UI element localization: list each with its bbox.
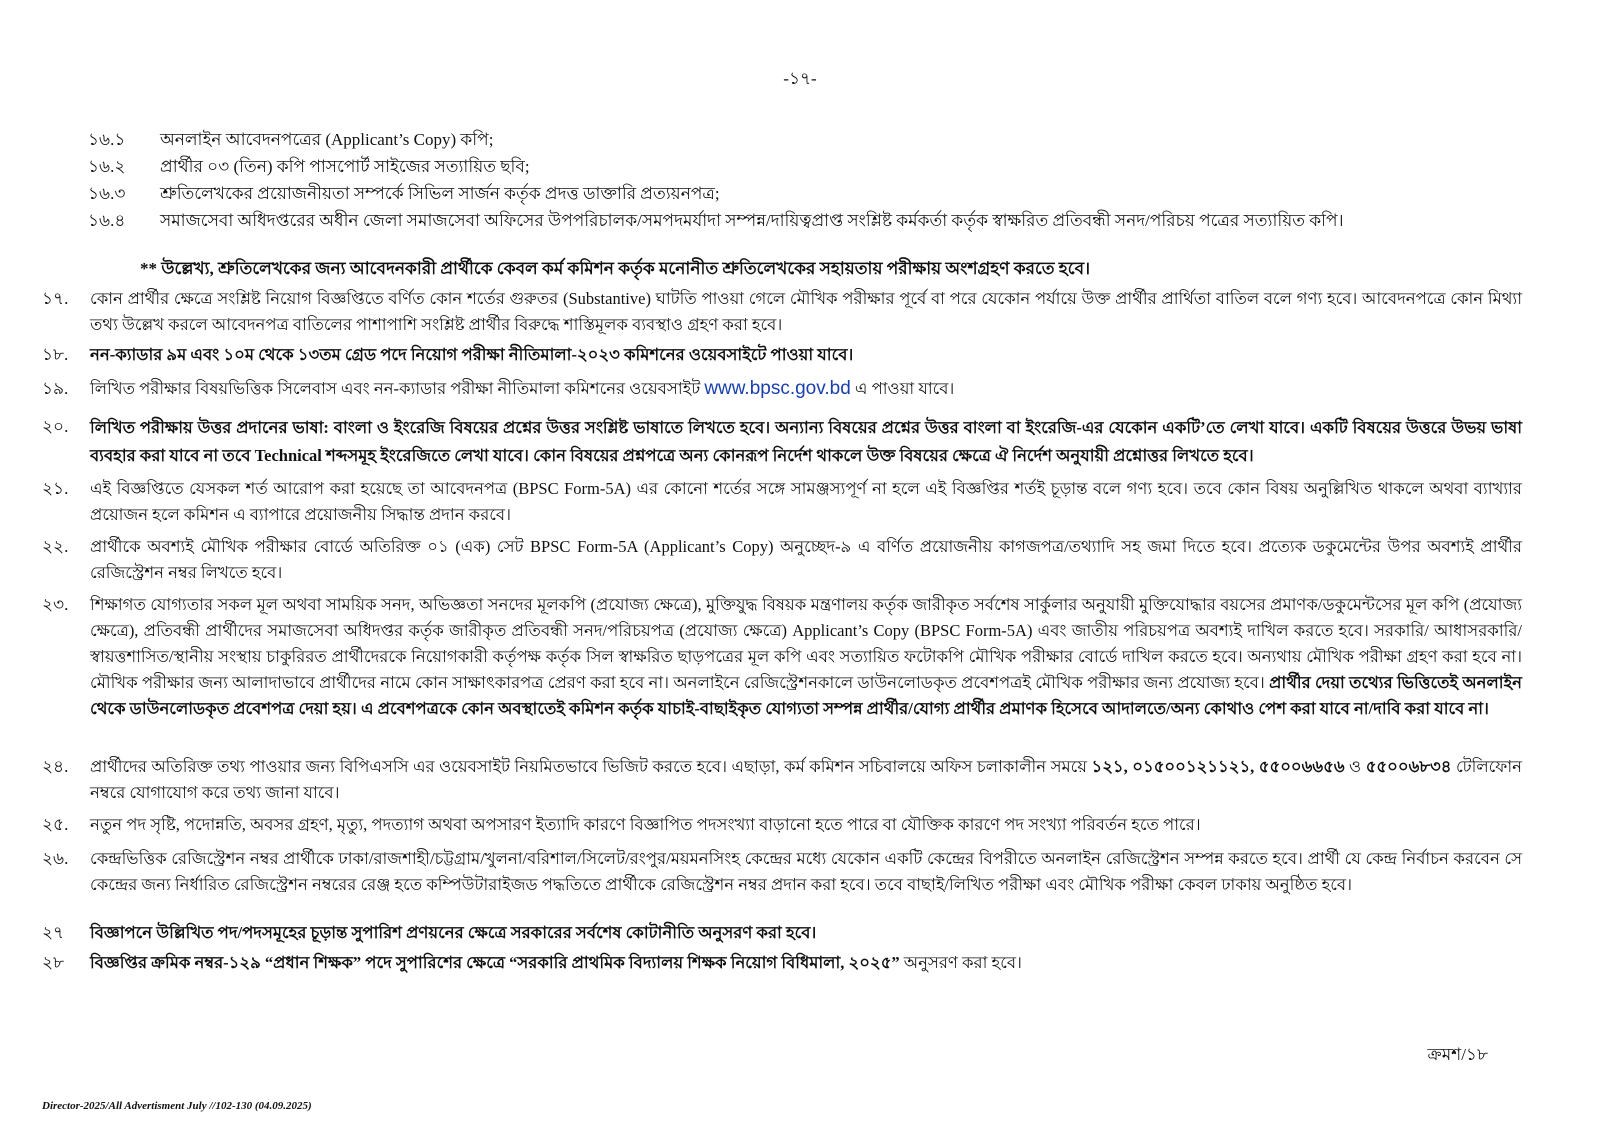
clause-text: নন-ক্যাডার ৯ম এবং ১০ম থেকে ১৩তম গ্রেড পদে নিয়োগ পরীক্ষা নীতিমালা-২০২৩ কমিশনের ওয়েবসাইটে পাওয়া যাবে। bbox=[90, 345, 854, 364]
sub-item-text: অনলাইন আবেদনপত্রের (Applicant’s Copy) কপি; bbox=[160, 130, 494, 149]
clause-22 bbox=[42, 534, 1522, 586]
sub-item-number: ১৬.২ bbox=[88, 157, 126, 176]
phone-numbers: ১২১, ০১৫০০১২১১২১, ৫৫০০৬৬৫৬ bbox=[1091, 757, 1345, 776]
clause-text: লিখিত পরীক্ষায় উত্তর প্রদানের ভাষা: বাংলা ও ইংরেজি বিষয়ের প্রশ্নের উত্তর সংশ্লিষ্ট ভাষাতে লিখতে হবে। অন্যান্য বিষয়ের প্রশ্নের উত্তর বাংলা বা ইংরেজি-এর যেকোন একটি’তে লেখা যাবে। একটি বিষয়ের উত্তরে উভয় ভাষা ব্যবহার করা যাবে না তবে Technical শব্দসমূহ ইংরেজিতে লেখা যাবে। কোন বিষয়ের প্রশ্নপত্রে অন্য কোনরূপ নির্দেশ থাকলে উক্ত বিষয়ের ক্ষেত্রে ঐ নির্দেশ অনুযায়ী প্রশ্নোত্তর লিখতে হবে। bbox=[90, 418, 1522, 465]
clause-text bbox=[90, 376, 1522, 402]
sub-item-number: ১৬.১ bbox=[88, 130, 126, 149]
clause-text: কোন প্রার্থীর ক্ষেত্রে সংশ্লিষ্ট নিয়োগ বিজ্ঞপ্তিতে বর্ণিত কোন শর্তের গুরুতর (Substantive) ঘাটতি পাওয়া গেলে মৌখিক পরীক্ষার পূর্বে বা পরে যেকোন পর্যায়ে উক্ত প্রার্থীর প্রার্থিতা বাতিল বলে গণ্য হবে। আবেদনপত্রে কোন মিথ্যা তথ্য উল্লেখ করলে আবেদনপত্র বাতিলের পাশাপাশি সংশ্লিষ্ট প্রার্থীর বিরুদ্ধে শাস্তিমূলক ব্যবস্থাও গ্রহণ করা হবে। bbox=[90, 289, 1522, 334]
clause-text: প্রার্থীকে অবশ্যই মৌখিক পরীক্ষার বোর্ডে অতিরিক্ত ০১ (এক) সেট BPSC Form-5A (Applicant’s Copy) অনুচ্ছেদ-৯ এ বর্ণিত প্রয়োজনীয় কাগজপত্র/তথ্যাদি সহ জমা দিতে হবে। প্রত্যেক ডকুমেন্টের উপর অবশ্যই প্রার্থীর রেজিস্ট্রেশন নম্বর লিখতে হবে। bbox=[90, 537, 1522, 582]
clause-number: ২৩. bbox=[42, 595, 69, 614]
clause-number: ২৬. bbox=[42, 849, 69, 868]
bpsc-website-link[interactable]: www.bpsc.gov.bd bbox=[704, 378, 851, 399]
sub-item bbox=[88, 126, 1528, 153]
sub-item-number: ১৬.৩ bbox=[88, 184, 126, 203]
clause-text-part: এ পাওয়া যাবে। bbox=[850, 379, 955, 398]
document-footer: Director-2025/All Advertisment July //102-130 (04.09.2025) bbox=[42, 1100, 312, 1112]
clause-number: ১৭. bbox=[42, 289, 69, 308]
clause-number: ২৫. bbox=[42, 815, 69, 834]
clause-26 bbox=[42, 846, 1522, 898]
clause-text-part: প্রার্থীদের অতিরিক্ত তথ্য পাওয়ার জন্য বিপিএসসি এর ওয়েবসাইট নিয়মিতভাবে ভিজিট করতে হবে। এছাড়া, কর্ম কমিশন সচিবালয়ে অফিস চলাকালীন সময়ে bbox=[90, 757, 1092, 776]
clause-text: কেন্দ্রভিত্তিক রেজিস্ট্রেশন নম্বর প্রার্থীকে ঢাকা/রাজশাহী/চট্টগ্রাম/খুলনা/বরিশাল/সিলেট/রংপুর/ময়মনসিংহ কেন্দ্রের মধ্যে যেকোন একটি কেন্দ্রের বিপরীতে অনলাইন রেজিস্ট্রেশন সম্পন্ন করতে হবে। প্রার্থী যে কেন্দ্র নির্বাচন করবেন সে কেন্দ্রের জন্য নির্ধারিত রেজিস্ট্রেশন নম্বরের রেঞ্জ হতে কম্পিউটারাইজড পদ্ধতিতে প্রার্থীকে রেজিস্ট্রেশন নম্বর প্রদান করা হবে। তবে বাছাই/লিখিত পরীক্ষা এবং মৌখিক পরীক্ষা কেবল ঢাকায় অনুষ্ঠিত হবে। bbox=[90, 849, 1522, 894]
phone-number: ৫৫০০৬৮৩৪ bbox=[1365, 757, 1452, 776]
clause-number: ২৮ bbox=[42, 953, 65, 972]
clause-text-emphasis: প্রার্থীর দেয়া তথ্যের ভিত্তিতেই অনলাইন থেকে ডাউনলোডকৃত প্রবেশপত্র দেয়া হয়। এ প্রবেশপত্রকে কোন অবস্থাতেই কমিশন কর্তৃক যাচাই-বাছাইকৃত যোগ্যতা সম্পন্ন প্রার্থীর/যোগ্য প্রার্থীর প্রমাণক হিসেবে আদালতে/অন্য কোথাও পেশ করা যাবে না/দাবি করা যাবে না। bbox=[90, 673, 1522, 718]
clause-23 bbox=[42, 592, 1522, 722]
clause-text-part: শিক্ষাগত যোগ্যতার সকল মূল অথবা সাময়িক সনদ, অভিজ্ঞতা সনদের মূলকপি (প্রযোজ্য ক্ষেত্রে), মুক্তিযুদ্ধ বিষয়ক মন্ত্রণালয় কর্তৃক জারীকৃত সর্বশেষ সার্কুলার অনুযায়ী মুক্তিযোদ্ধার বয়সের প্রমাণক/ডকুমেন্টসের মূল কপি (প্রযোজ্য ক্ষেত্রে), প্রতিবন্ধী প্রার্থীদের সমাজসেবা অধিদপ্তর কর্তৃক জারীকৃত প্রতিবন্ধী সনদ/পরিচয়পত্র (প্রযোজ্য ক্ষেত্রে) Applicant’s Copy (BPSC Form-5A) এবং জাতীয় পরিচয়পত্র অবশ্যই দাখিল করতে হবে। সরকারি/ আধাসরকারি/স্বায়ত্তশাসিত/স্থানীয় সংস্থায় চাকুরিরত প্রার্থীদেরকে নিয়োগকারী কর্তৃপক্ষ কর্তৃক সিল স্বাক্ষরিত ছাড়পত্রের মূল কপি এবং সত্যায়িত ফটোকপি মৌখিক পরীক্ষার বোর্ডে দাখিল করতে হবে। অন্যথায় মৌখিক পরীক্ষা গ্রহণ করা হবে না। মৌখিক পরীক্ষার জন্য আলাদাভাবে প্রার্থীদের নামে কোন সাক্ষাৎকারপত্র প্রেরণ করা হবে না। অনলাইনে রেজিস্ট্রেশনকালে ডাউনলোডকৃত প্রবেশপত্রই মৌখিক পরীক্ষার জন্য প্রযোজ্য হবে। bbox=[90, 595, 1522, 692]
sub-item-text: সমাজসেবা অধিদপ্তরের অধীন জেলা সমাজসেবা অফিসের উপপরিচালক/সমপদমর্যাদা সম্পন্ন/দায়িত্বপ্রাপ্ত সংশ্লিষ্ট কর্মকর্তা কর্তৃক স্বাক্ষরিত প্রতিবন্ধী সনদ/পরিচয় পত্রের সত্যায়িত কপি। bbox=[160, 211, 1344, 230]
clause-number: ১৮. bbox=[42, 345, 69, 364]
clause-text: নতুন পদ সৃষ্টি, পদোন্নতি, অবসর গ্রহণ, মৃত্যু, পদত্যাগ অথবা অপসারণ ইত্যাদি কারণে বিজ্ঞাপিত পদসংখ্যা বাড়ানো হতে পারে বা যৌক্তিক কারণে পদ সংখ্যা পরিবর্তন হতে পারে। bbox=[90, 815, 1201, 834]
clause-number: ২০. bbox=[42, 417, 69, 436]
clause-number: ২২. bbox=[42, 537, 69, 556]
sub-item-number: ১৬.৪ bbox=[88, 211, 126, 230]
page-number: -১৭- bbox=[783, 69, 817, 88]
sub-item-text: শ্রুতিলেখকের প্রয়োজনীয়তা সম্পর্কে সিভিল সার্জন কর্তৃক প্রদত্ত ডাক্তারি প্রত্যয়নপত্র; bbox=[160, 184, 720, 203]
clause-text bbox=[90, 950, 1522, 976]
clause-text: বিজ্ঞাপনে উল্লিখিত পদ/পদসমূহের চূড়ান্ত সুপারিশ প্রণয়নের ক্ষেত্রে সরকারের সর্বশেষ কোটানীতি অনুসরণ করা হবে। bbox=[90, 923, 817, 942]
clause-number: ২১. bbox=[42, 479, 69, 498]
clause-text-part: টেলিফোন নম্বরে যোগাযোগ করে তথ্য জানা যাবে। bbox=[90, 757, 1522, 802]
clause-number: ১৯. bbox=[42, 379, 69, 398]
clause-24 bbox=[42, 754, 1522, 806]
clause-27 bbox=[42, 920, 1522, 946]
scribe-note: ** উল্লেখ্য, শ্রুতিলেখকের জন্য আবেদনকারী প্রার্থীকে কেবল কর্ম কমিশন কর্তৃক মনোনীত শ্রুতিলেখকের সহায়তায় পরীক্ষায় অংশগ্রহণ করতে হবে। bbox=[140, 259, 1091, 278]
clause-text-emphasis: বিজ্ঞপ্তির ক্রমিক নম্বর-১২৯ “প্রধান শিক্ষক” পদে সুপারিশের ক্ষেত্রে “সরকারি প্রাথমিক বিদ্যালয় শিক্ষক নিয়োগ বিধিমালা, ২০২৫” bbox=[90, 953, 900, 972]
clause-text: এই বিজ্ঞপ্তিতে যেসকল শর্ত আরোপ করা হয়েছে তা আবেদনপত্র (BPSC Form-5A) এর কোনো শর্তের সঙ্গে সামঞ্জস্যপূর্ণ না হলে এই বিজ্ঞপ্তির শর্তই চূড়ান্ত বলে গণ্য হবে। তবে কোন বিষয় অনুল্লিখিত থাকলে অথবা ব্যাখ্যার প্রয়োজন হলে কমিশন এ ব্যাপারে প্রয়োজনীয় সিদ্ধান্ত প্রদান করবে। bbox=[90, 479, 1522, 524]
clause-text bbox=[90, 592, 1522, 722]
clause-text-part: অনুসরণ করা হবে। bbox=[899, 953, 1022, 972]
clause-17 bbox=[42, 286, 1522, 338]
sub-item bbox=[88, 207, 1528, 234]
clause-19 bbox=[42, 376, 1522, 402]
clause-text-part: লিখিত পরীক্ষার বিষয়ভিত্তিক সিলেবাস এবং নন-ক্যাডার পরীক্ষা নীতিমালা কমিশনের ওয়েবসাইট bbox=[90, 379, 705, 398]
sub-item-list bbox=[88, 126, 1528, 234]
clause-28 bbox=[42, 950, 1522, 976]
clause-text bbox=[90, 754, 1522, 806]
continued-marker: ক্রমশ/১৮ bbox=[1427, 1045, 1488, 1064]
sub-item bbox=[88, 180, 1528, 207]
clause-text-part: ও bbox=[1344, 757, 1366, 776]
clause-25 bbox=[42, 812, 1522, 838]
clause-number: ২৭ bbox=[42, 923, 65, 942]
clause-20 bbox=[42, 414, 1522, 470]
clause-number: ২৪. bbox=[42, 757, 69, 776]
clause-18 bbox=[42, 342, 1522, 368]
clause-21 bbox=[42, 476, 1522, 528]
sub-item-text: প্রার্থীর ০৩ (তিন) কপি পাসপোর্ট সাইজের সত্যায়িত ছবি; bbox=[160, 157, 530, 176]
sub-item bbox=[88, 153, 1528, 180]
